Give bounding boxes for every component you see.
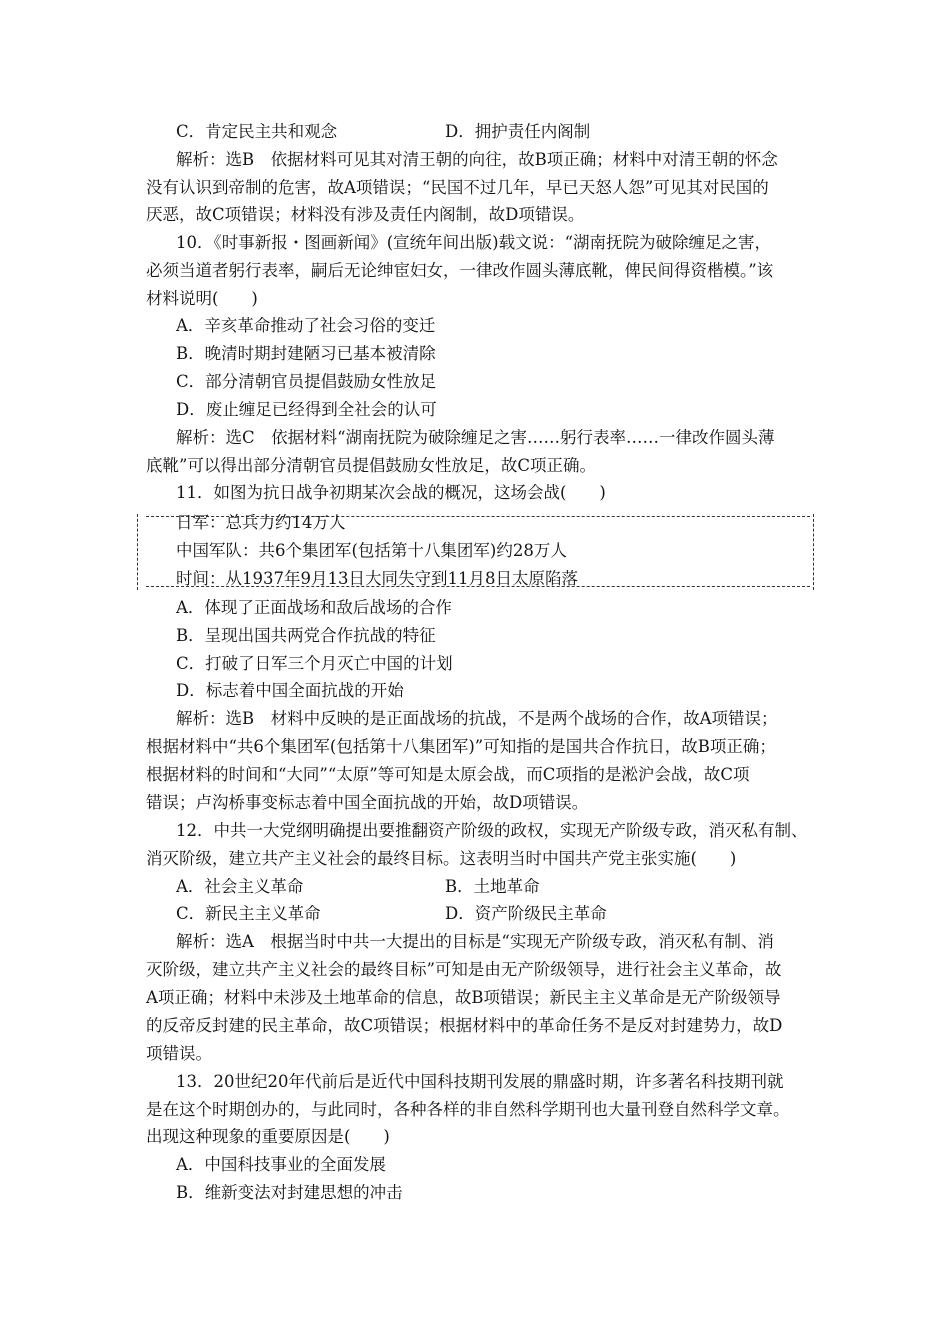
q12-option-b: B．土地革命 — [445, 877, 540, 896]
q9-option-c: C．肯定民主共和观念 — [176, 122, 338, 141]
q12-analysis-line-4: 的反帝反封建的民主革命，故C项错误；根据材料中的革命任务不是反对封建势力，故D — [146, 1016, 783, 1035]
q12-analysis-line-1: 解析：选A 根据当时中共一大提出的目标是“实现无产阶级专政，消灭私有制、消 — [176, 932, 774, 951]
q10-stem-line-1: 10．《时事新报・图画新闻》(宣统年间出版)载文说：“湖南抚院为破除缠足之害， — [176, 233, 772, 252]
q9-analysis-line-1: 解析：选B 依据材料可见其对清王朝的向往，故B项正确；材料中对清王朝的怀念 — [176, 150, 778, 169]
q10-stem-line-2: 必须当道者躬行表率，嗣后无论绅宦妇女，一律改作圆头薄底靴，俾民间得资楷模。”该 — [146, 261, 774, 280]
material-chinese-army: 中国军队：共6个集团军(包括第十八集团军)约28万人 — [176, 541, 567, 560]
q12-stem-line-2: 消灭阶级，建立共产主义社会的最终目标。这表明当时中国共产党主张实施( ) — [146, 849, 737, 868]
q10-analysis-line-2: 底靴”可以得出部分清朝官员提倡鼓励女性放足，故C项正确。 — [146, 456, 597, 475]
q12-option-c: C．新民主主义革命 — [176, 904, 321, 923]
q9-option-d: D．拥护责任内阁制 — [445, 122, 591, 141]
material-japanese-army: 日军：总兵力约14万人 — [176, 513, 346, 532]
q10-option-c: C．部分清朝官员提倡鼓励女性放足 — [176, 372, 437, 391]
q12-analysis-line-5: 项错误。 — [146, 1044, 212, 1063]
q10-analysis-line-1: 解析：选C 依据材料“湖南抚院为破除缠足之害……躬行表率……一律改作圆头薄 — [176, 428, 775, 447]
q13-stem-line-3: 出现这种现象的重要原因是( ) — [146, 1127, 390, 1146]
q12-option-a: A．社会主义革命 — [176, 877, 304, 896]
q10-option-b: B．晚清时期封建陋习已基本被清除 — [176, 344, 436, 363]
q11-analysis-line-1: 解析：选B 材料中反映的是正面战场的抗战，不是两个战场的合作，故A项错误； — [176, 709, 778, 728]
q11-analysis-line-4: 错误；卢沟桥事变标志着中国全面抗战的开始，故D项错误。 — [146, 793, 589, 812]
q12-option-d: D．资产阶级民主革命 — [445, 904, 607, 923]
q12-stem-line-1: 12．中共一大党纲明确提出要推翻资产阶级的政权，实现无产阶级专政，消灭私有制、 — [176, 821, 808, 840]
q13-stem-line-1: 13．20世纪20年代前后是近代中国科技期刊发展的鼎盛时期，许多著名科技期刊就 — [176, 1072, 784, 1091]
q10-option-d: D．废止缠足已经得到全社会的认可 — [176, 400, 437, 419]
q13-stem-line-2: 是在这个时期创办的，与此同时，各种各样的非自然科学期刊也大量刊登自然科学文章。 — [146, 1100, 790, 1119]
q13-option-b: B．维新变法对封建思想的冲击 — [176, 1183, 403, 1202]
q10-option-a: A．辛亥革命推动了社会习俗的变迁 — [176, 316, 436, 335]
q11-option-a: A．体现了正面战场和敌后战场的合作 — [176, 598, 452, 617]
q9-analysis-line-3: 厌恶，故C项错误；材料没有涉及责任内阁制，故D项错误。 — [146, 205, 585, 224]
q10-stem-line-3: 材料说明( ) — [146, 289, 258, 308]
q11-analysis-line-2: 根据材料中“共6个集团军(包括第十八集团军)”可知指的是国共合作抗日，故B项正确； — [146, 737, 776, 756]
q11-option-d: D．标志着中国全面抗战的开始 — [176, 681, 404, 700]
q11-option-c: C．打破了日军三个月灭亡中国的计划 — [176, 654, 453, 673]
q13-option-a: A．中国科技事业的全面发展 — [176, 1155, 386, 1174]
q12-analysis-line-3: A项正确；材料中未涉及土地革命的信息，故B项错误；新民主主义革命是无产阶级领导 — [146, 988, 781, 1007]
q12-analysis-line-2: 灭阶级，建立共产主义社会的最终目标”可知是由无产阶级领导，进行社会主义革命，故 — [146, 960, 782, 979]
material-time: 时间：从1937年9月13日大同失守到11月8日太原陷落 — [176, 569, 578, 588]
q9-analysis-line-2: 没有认识到帝制的危害，故A项错误；“民国不过几年，早已天怒人怨”可见其对民国的 — [146, 178, 769, 197]
q11-analysis-line-3: 根据材料的时间和“大同”“太原”等可知是太原会战，而C项指的是淞沪会战，故C项 — [146, 765, 750, 784]
q11-stem: 11．如图为抗日战争初期某次会战的概况，这场会战( ) — [176, 483, 606, 502]
q11-option-b: B．呈现出国共两党合作抗战的特征 — [176, 626, 436, 645]
